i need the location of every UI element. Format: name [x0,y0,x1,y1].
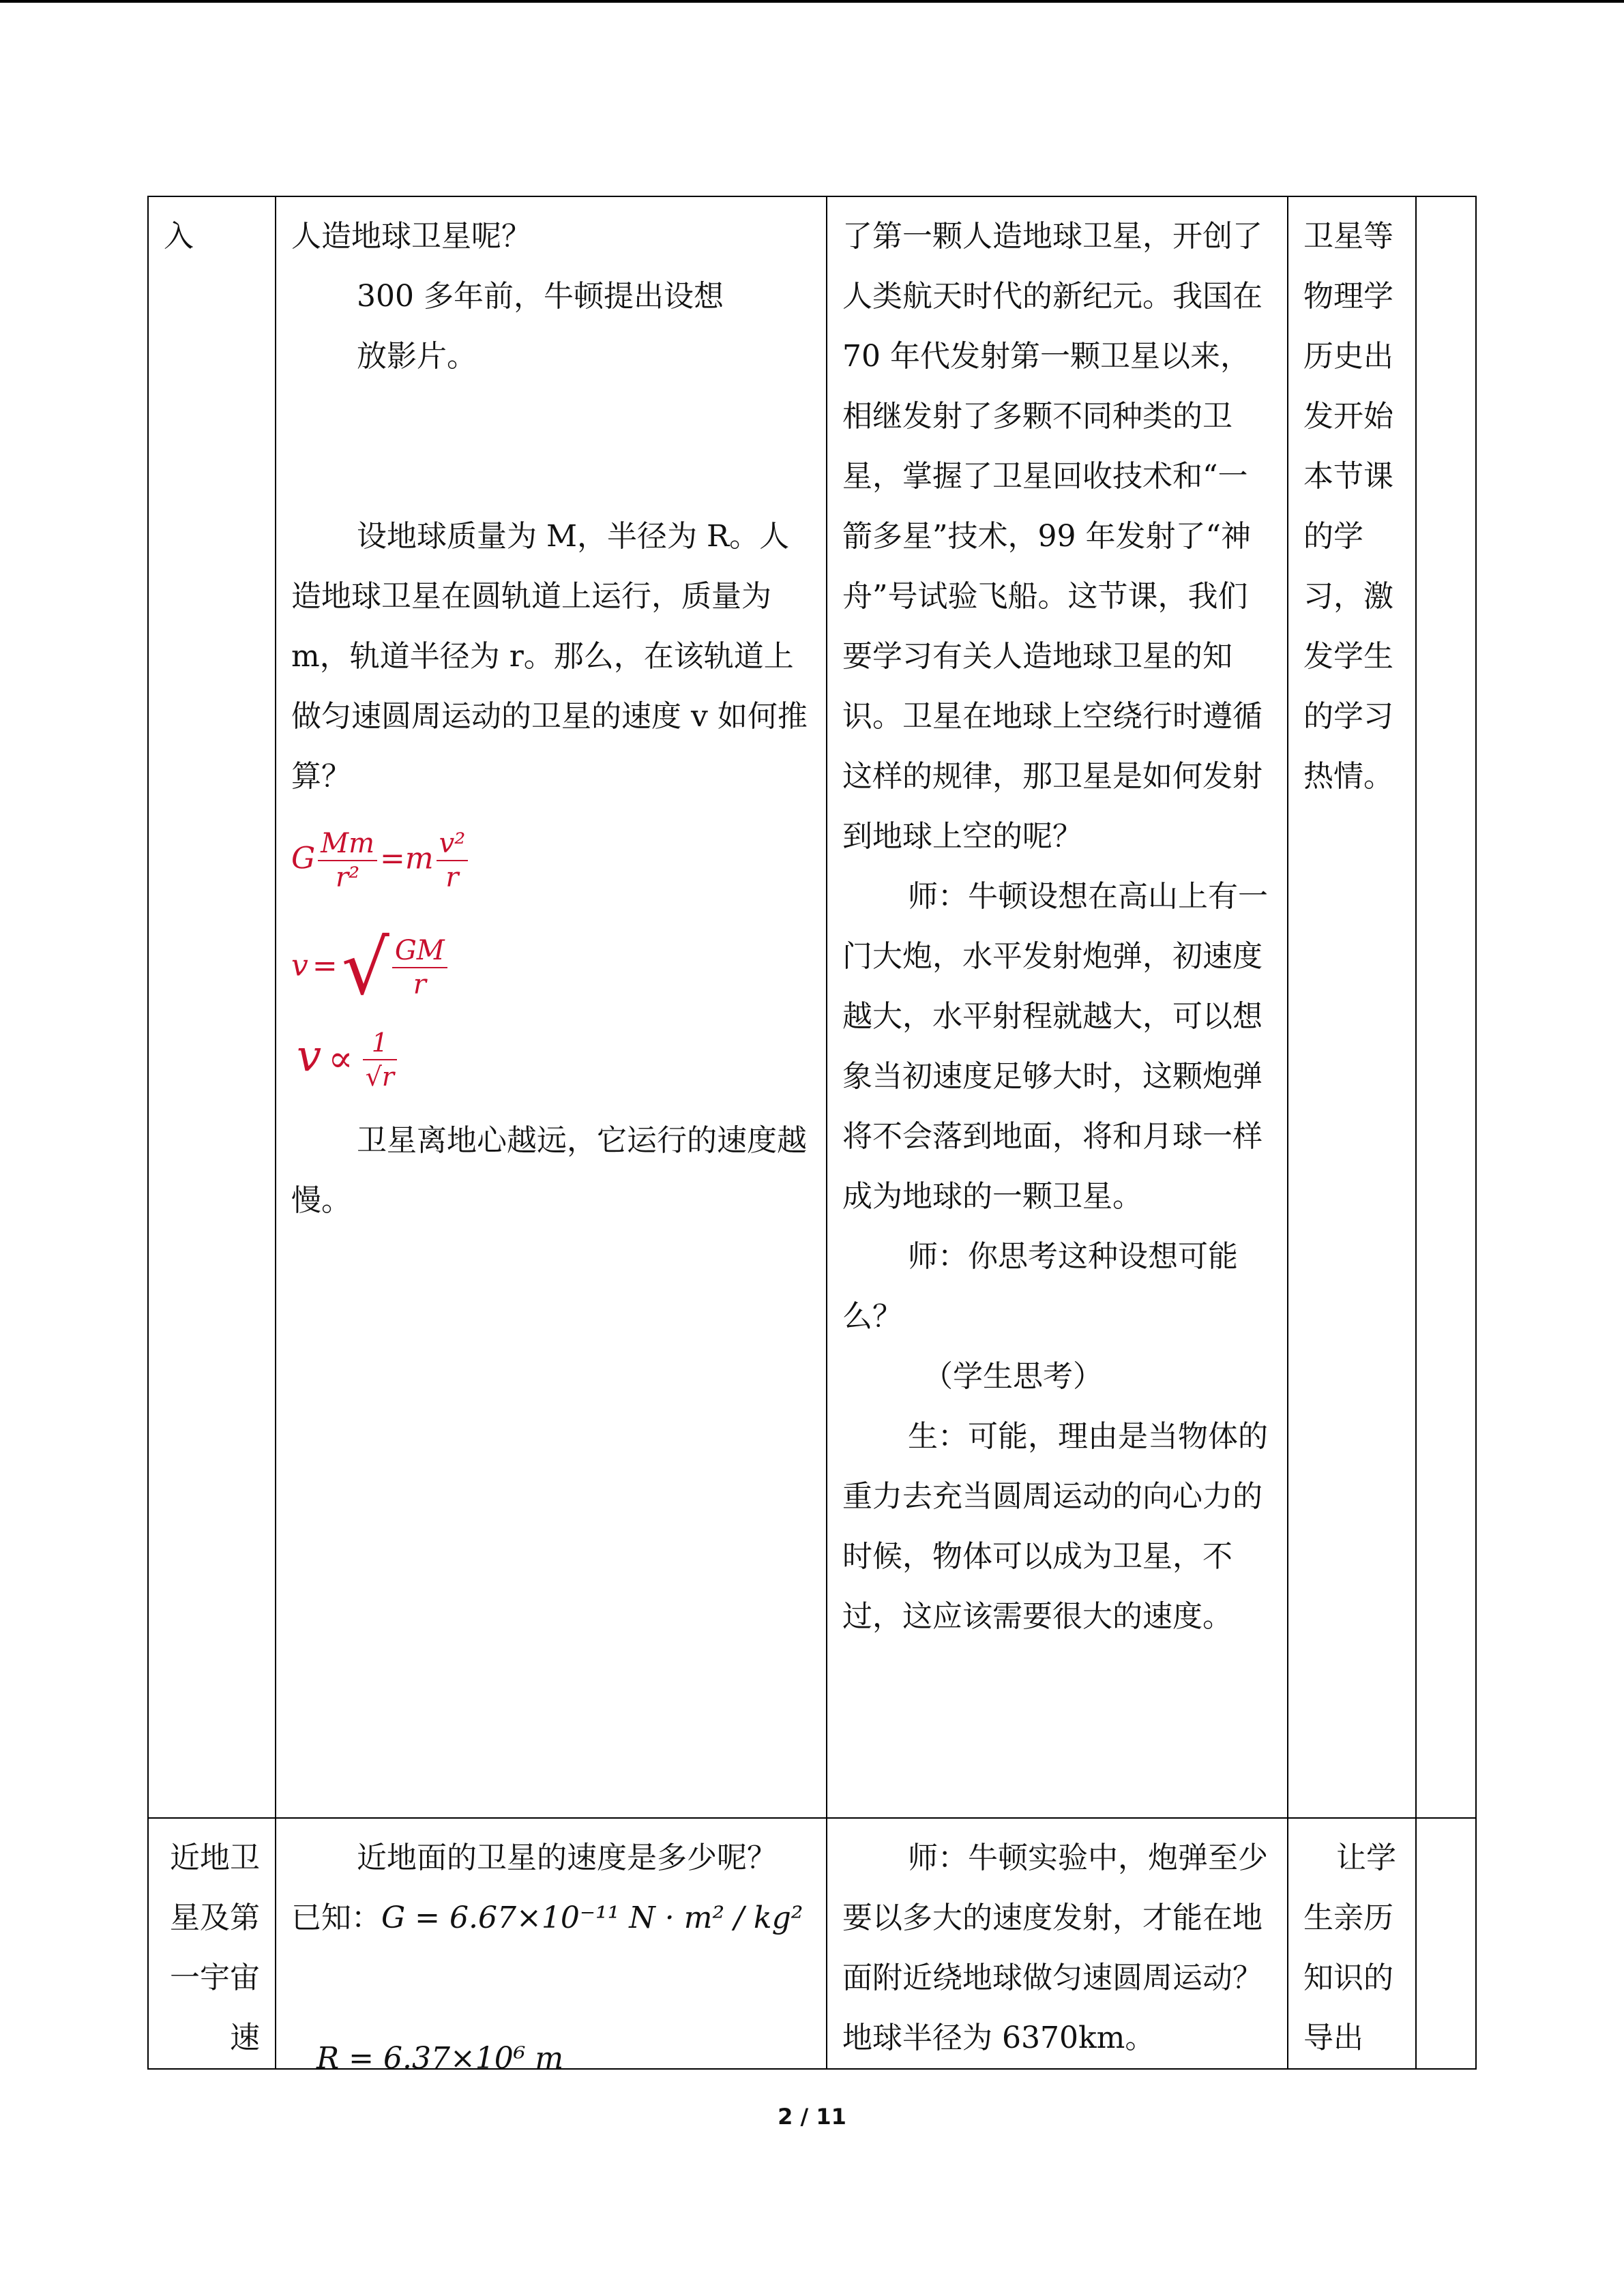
content-paragraph: 人造地球卫星呢？ [291,219,531,254]
top-border-strip [0,0,1624,3]
student-activity-cell [827,196,1288,1818]
table-row [148,1818,1476,2069]
activity-paragraph: 师：牛顿设想在高山上有一门大炮，水平发射炮弹，初速度越大，水平射程就越大，可以想象当初速度足够大时，这颗炮弹将不会落到地面，将和月球一样成为地球的一颗卫星。 [842,879,1268,1214]
notes-cell [1416,1818,1476,2069]
content-paragraph: 300 多年前，牛顿提出设想 [357,279,724,314]
content-paragraph: 近地面的卫星的速度是多少呢？ [357,1840,777,1875]
intent-cell [1288,196,1416,1818]
lesson-plan-table [147,196,1477,2070]
proportion-formula: v ∝ $\frac{1}{√r}$ [297,1026,826,1108]
intent-text: 卫星等物理学历史出发开始本节课的学习，激发学生的学习热情。 [1303,219,1393,794]
page-number: 2 / 11 [778,2104,846,2130]
velocity-formula: v =√ $\frac{GM}{r}$ [291,924,826,1013]
content-paragraph: 放影片。 [357,339,477,374]
student-activity-cell [827,1818,1288,2069]
content-paragraph: 卫星离地心越远，它运行的速度越慢。 [291,1123,807,1218]
content-paragraph: 设地球质量为 M，半径为 R。人造地球卫星在圆轨道上运行，质量为 m，轨道半径为 r。那么，在该轨道上做匀速圆周运动的卫星的速度 v 如何推算？ [291,519,808,794]
blank-space [291,387,811,507]
known-values: 已知：G = 6.67×10⁻¹¹ N · m² / kg² [291,1900,803,1935]
gravity-formula: G $\frac{Mm}{\text{r²}}$ =m $\frac{\text{v²}}{r}$ [291,827,826,909]
intent-text: 让学生亲历知识的导出 [1303,1840,1396,2055]
activity-paragraph: 了第一颗人造地球卫星，开创了人类航天时代的新纪元。我国在 70 年代发射第一颗卫星以来，相继发射了多颗不同种类的卫星，掌握了卫星回收技术和“一箭多星”技术，99 年发射了“神舟”号试验飞船。这节课，我们要学习有关人造地球卫星的知识。卫星在地球上空绕行时遵循这样的规律，那卫星是如何发射到地球上空的呢？ [842,219,1263,854]
activity-paragraph: 师：牛顿实验中，炮弹至少要以多大的速度发射，才能在地面附近绕地球做匀速圆周运动？地球半径为 6370km。 [842,1840,1268,2055]
intent-cell [1288,1818,1416,2069]
teacher-content-cell [276,1818,827,2069]
stage-label: 入 [164,219,194,254]
gravitational-constant: G = 6.67×10⁻¹¹ N · m² / kg² [381,1900,803,1935]
sqrt-icon: √ [341,924,389,1011]
earth-radius-value: R = 6.37×10⁶ m [316,2041,564,2076]
activity-paragraph: 生：可能，理由是当物体的重力去充当圆周运动的向心力的时候，物体可以成为卫星，不过，这应该需要很大的速度。 [842,1419,1268,1634]
stage-cell [148,1818,276,2069]
teacher-content-cell [276,196,827,1818]
stage-label: 近地卫星及第一宇宙速 [170,1840,260,2055]
activity-paragraph: 师：你思考这种设想可能么？ [842,1239,1238,1334]
table-row [148,196,1476,1818]
stage-cell [148,196,276,1818]
activity-paragraph: （学生思考） [923,1359,1103,1394]
notes-cell [1416,196,1476,1818]
